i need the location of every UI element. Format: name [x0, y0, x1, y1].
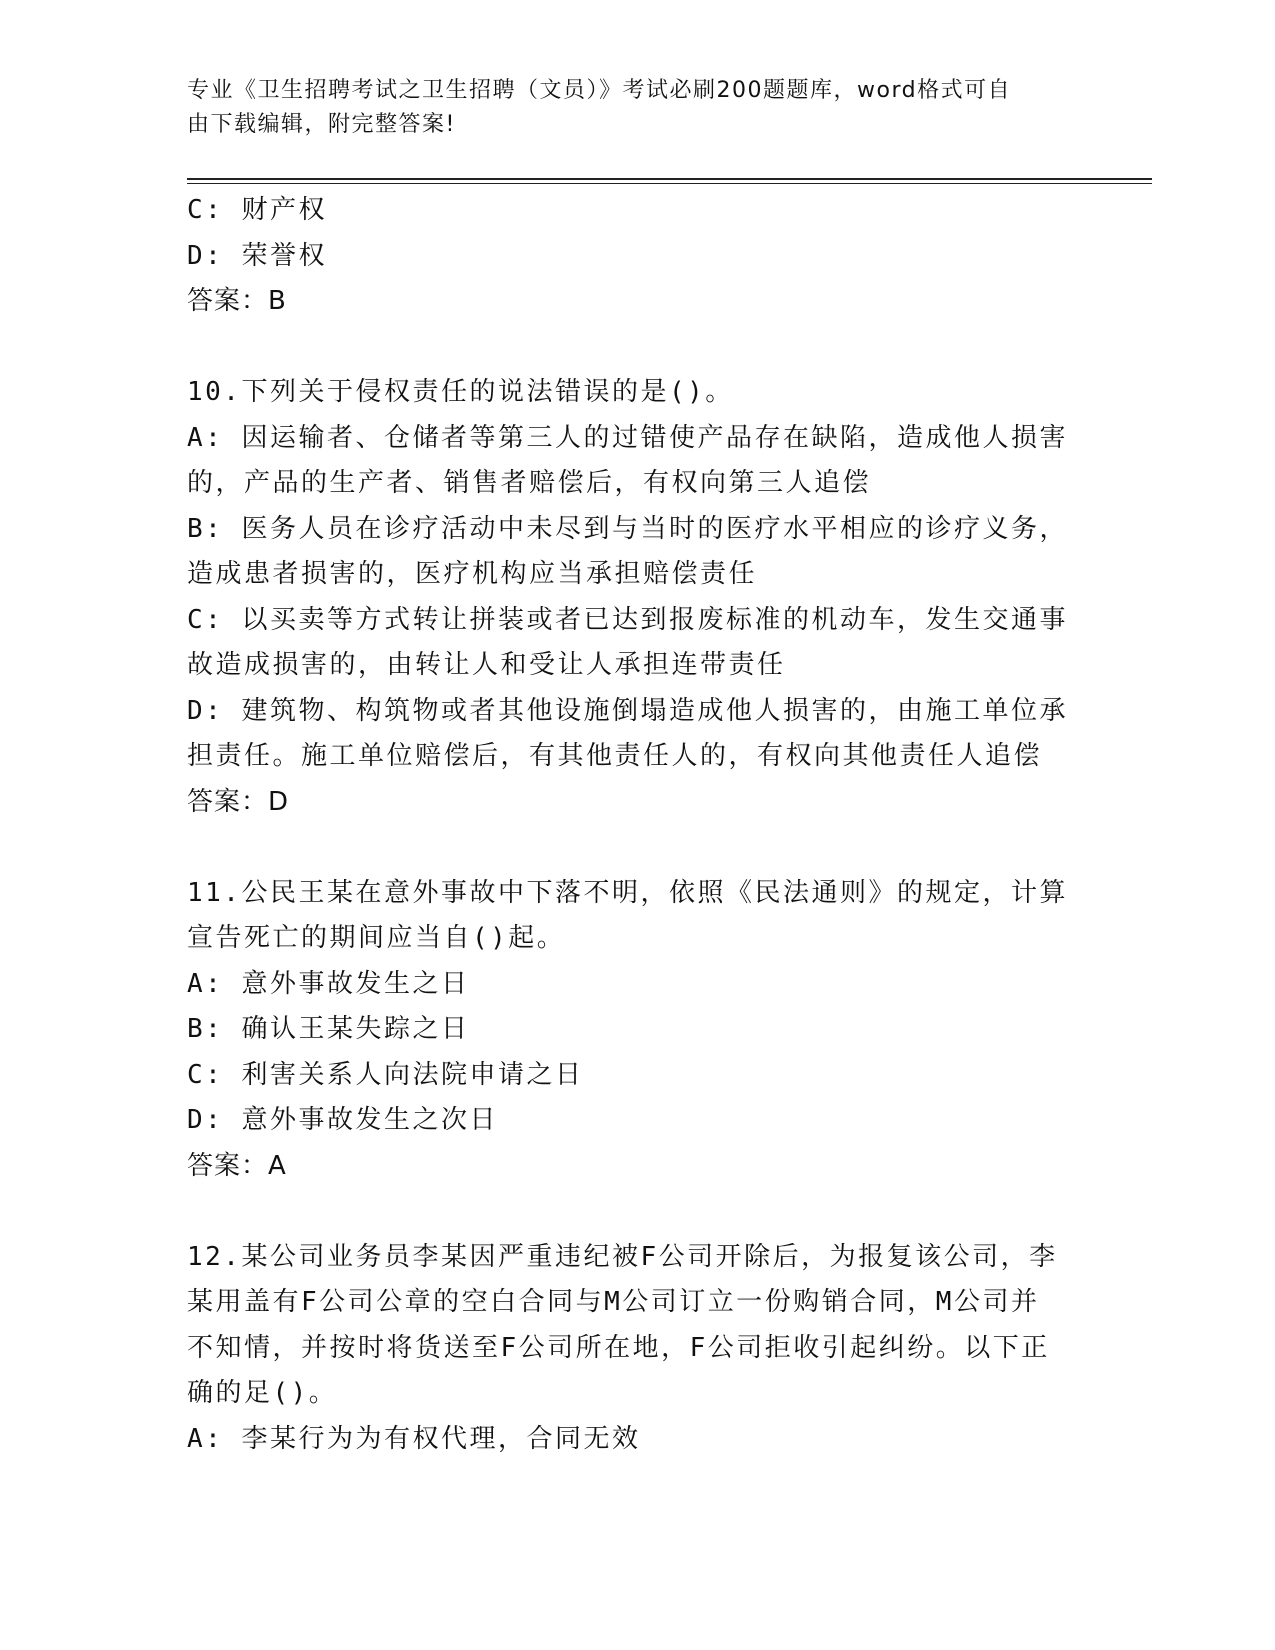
option-c-line-1: C: 以买卖等方式转让拼装或者已达到报废标准的机动车，发生交通事: [187, 604, 1068, 635]
option-d-line-2: 担责任。施工单位赔偿后，有其他责任人的，有权向其他责任人追偿: [187, 741, 1043, 771]
question-stem-line-2: 宣告死亡的期间应当自()起。: [187, 923, 566, 953]
option-a-line-1: A: 因运输者、仓储者等第三人的过错使产品存在缺陷，造成他人损害: [187, 422, 1068, 453]
question-12: [187, 1235, 1087, 1463]
option-d: D: 意外事故发生之次日: [187, 1105, 498, 1135]
question-stem-line-2: 某用盖有F公司公章的空白合同与M公司订立一份购销合同，M公司并: [187, 1287, 1040, 1317]
answer-label: 答案：B: [187, 286, 287, 316]
page-header: [187, 74, 1067, 142]
option-a: A: 李某行为为有权代理，合同无效: [187, 1423, 641, 1454]
question-9: [187, 188, 1087, 325]
option-b-line-2: 造成患者损害的，医疗机构应当承担赔偿责任: [187, 559, 758, 589]
question-stem: 10.下列关于侵权责任的说法错误的是()。: [187, 377, 734, 407]
header-rule-thick: [187, 178, 1152, 180]
option-c: C: 利害关系人向法院申请之日: [187, 1059, 584, 1090]
option-d: D: 荣誉权: [187, 240, 327, 271]
header-rule-thin: [187, 183, 1152, 184]
question-stem-line-4: 确的足()。: [187, 1378, 338, 1408]
option-c-line-2: 故造成损害的，由转让人和受让人承担连带责任: [187, 650, 786, 680]
option-d-line-1: D: 建筑物、构筑物或者其他设施倒塌造成他人损害的，由施工单位承: [187, 695, 1068, 726]
answer-label: 答案：A: [187, 1150, 287, 1181]
question-10: [187, 370, 1087, 825]
option-b-line-1: B: 医务人员在诊疗活动中未尽到与当时的医疗水平相应的诊疗义务，: [187, 513, 1068, 544]
option-a: A: 意外事故发生之日: [187, 968, 470, 999]
option-c: C: 财产权: [187, 195, 327, 225]
question-list: [187, 188, 1087, 1462]
answer-label: 答案：D: [187, 786, 290, 817]
spacer: [187, 1189, 1087, 1235]
option-a-line-2: 的，产品的生产者、销售者赔偿后，有权向第三人追偿: [187, 468, 872, 498]
question-stem-line-1: 12.某公司业务员李某因严重违纪被F公司开除后，为报复该公司，李: [187, 1241, 1058, 1272]
option-b: B: 确认王某失踪之日: [187, 1014, 470, 1044]
question-11: [187, 871, 1087, 1190]
spacer: [187, 825, 1087, 871]
question-stem-line-3: 不知情，并按时将货送至F公司所在地，F公司拒收引起纠纷。以下正: [187, 1332, 1050, 1363]
spacer: [187, 325, 1087, 371]
question-stem-line-1: 11.公民王某在意外事故中下落不明，依照《民法通则》的规定，计算: [187, 877, 1068, 908]
header-line-1: 专业《卫生招聘考试之卫生招聘（文员）》考试必刷200题题库，word格式可自: [187, 78, 1012, 103]
header-line-2: 由下载编辑，附完整答案!: [187, 112, 456, 137]
